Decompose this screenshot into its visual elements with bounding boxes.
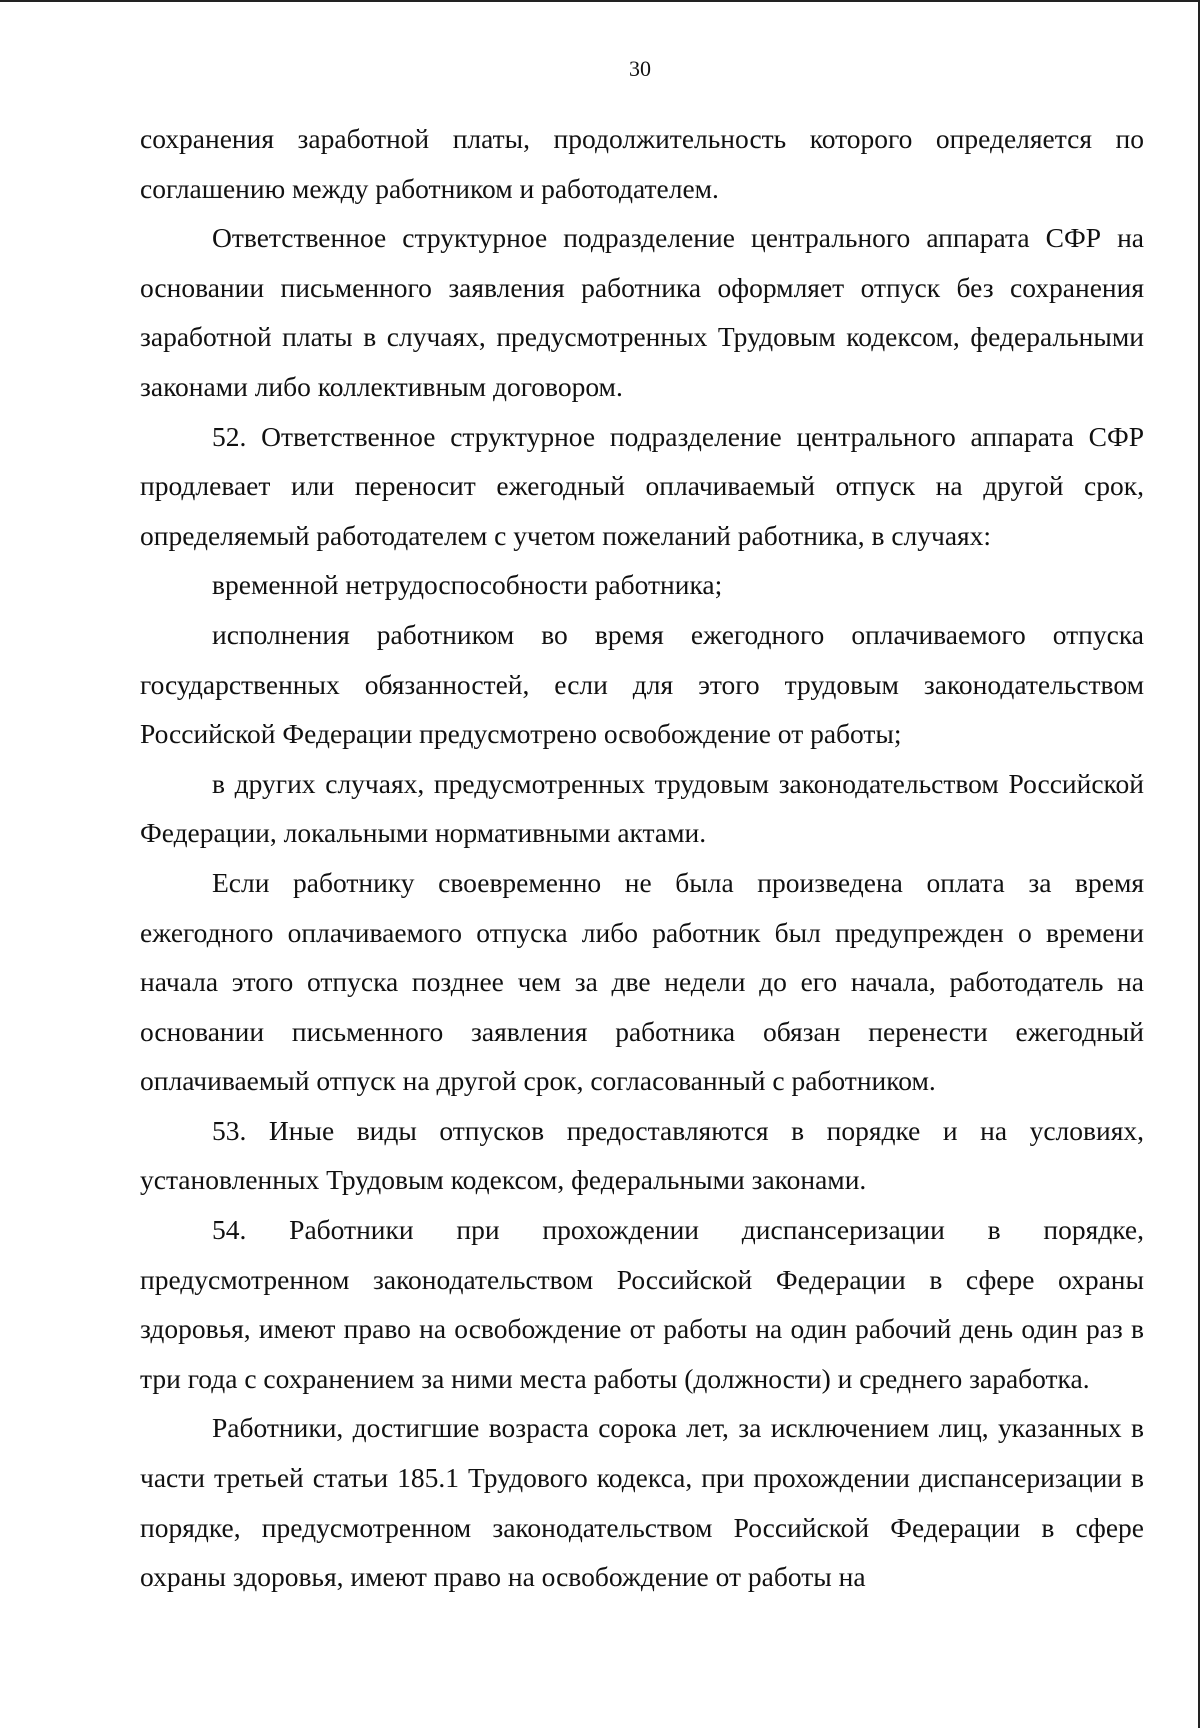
paragraph-item-52: 52. Ответственное структурное подразделение центрального аппарата СФР продлевает или переносит ежегодный оплачиваемый отпуск на другой срок, определяемый работодателем с учетом пожеланий работника, в случаях: <box>140 420 1144 551</box>
paragraph: Ответственное структурное подразделение центрального аппарата СФР на основании письменного заявления работника оформляет отпуск без сохранения заработной платы в случаях, предусмотренных Трудовым кодексом, федеральными законами либо коллективным договором. <box>140 222 1144 402</box>
paragraph-item-54: 54. Работники при прохождении диспансеризации в порядке, предусмотренном законодательством Российской Федерации в сфере охраны здоровья, имеют право на освобождение от работы на один рабочий день один раз в три года с сохранением за ними места работы (должности) и среднего заработка. <box>140 1214 1144 1394</box>
paragraph-item-53: 53. Иные виды отпусков предоставляются в порядке и на условиях, установленных Трудовым кодексом, федеральными законами. <box>140 1114 1144 1196</box>
paragraph: временной нетрудоспособности работника; <box>212 569 723 601</box>
paragraph: Работники, достигшие возраста сорока лет, за исключением лиц, указанных в части третьей статьи 185.1 Трудового кодекса, при прохождении диспансеризации в порядке, предусмотренном законодательством Российской Федерации в сфере охраны здоровья, имеют право на освобождение от работы на <box>140 1412 1144 1593</box>
paragraph-continuation: сохранения заработной платы, продолжительность которого определяется по соглашению между работником и работодателем. <box>140 123 1144 204</box>
paragraph: в других случаях, предусмотренных трудовым законодательством Российской Федерации, локальными нормативными актами. <box>140 767 1144 849</box>
paragraph: Если работнику своевременно не была произведена оплата за время ежегодного оплачиваемого отпуска либо работник был предупрежден о времени начала этого отпуска позднее чем за две недели до его начала, работодатель на основании письменного заявления работника обязан перенести ежегодный оплачиваемый отпуск на другой срок, согласованный с работником. <box>140 866 1144 1097</box>
paragraph: исполнения работником во время ежегодного оплачиваемого отпуска государственных обязанностей, если для этого трудовым законодательством Российской Федерации предусмотрено освобождение от работы; <box>140 618 1144 750</box>
page-number: 30 <box>629 56 651 81</box>
document-body <box>140 114 1144 1602</box>
